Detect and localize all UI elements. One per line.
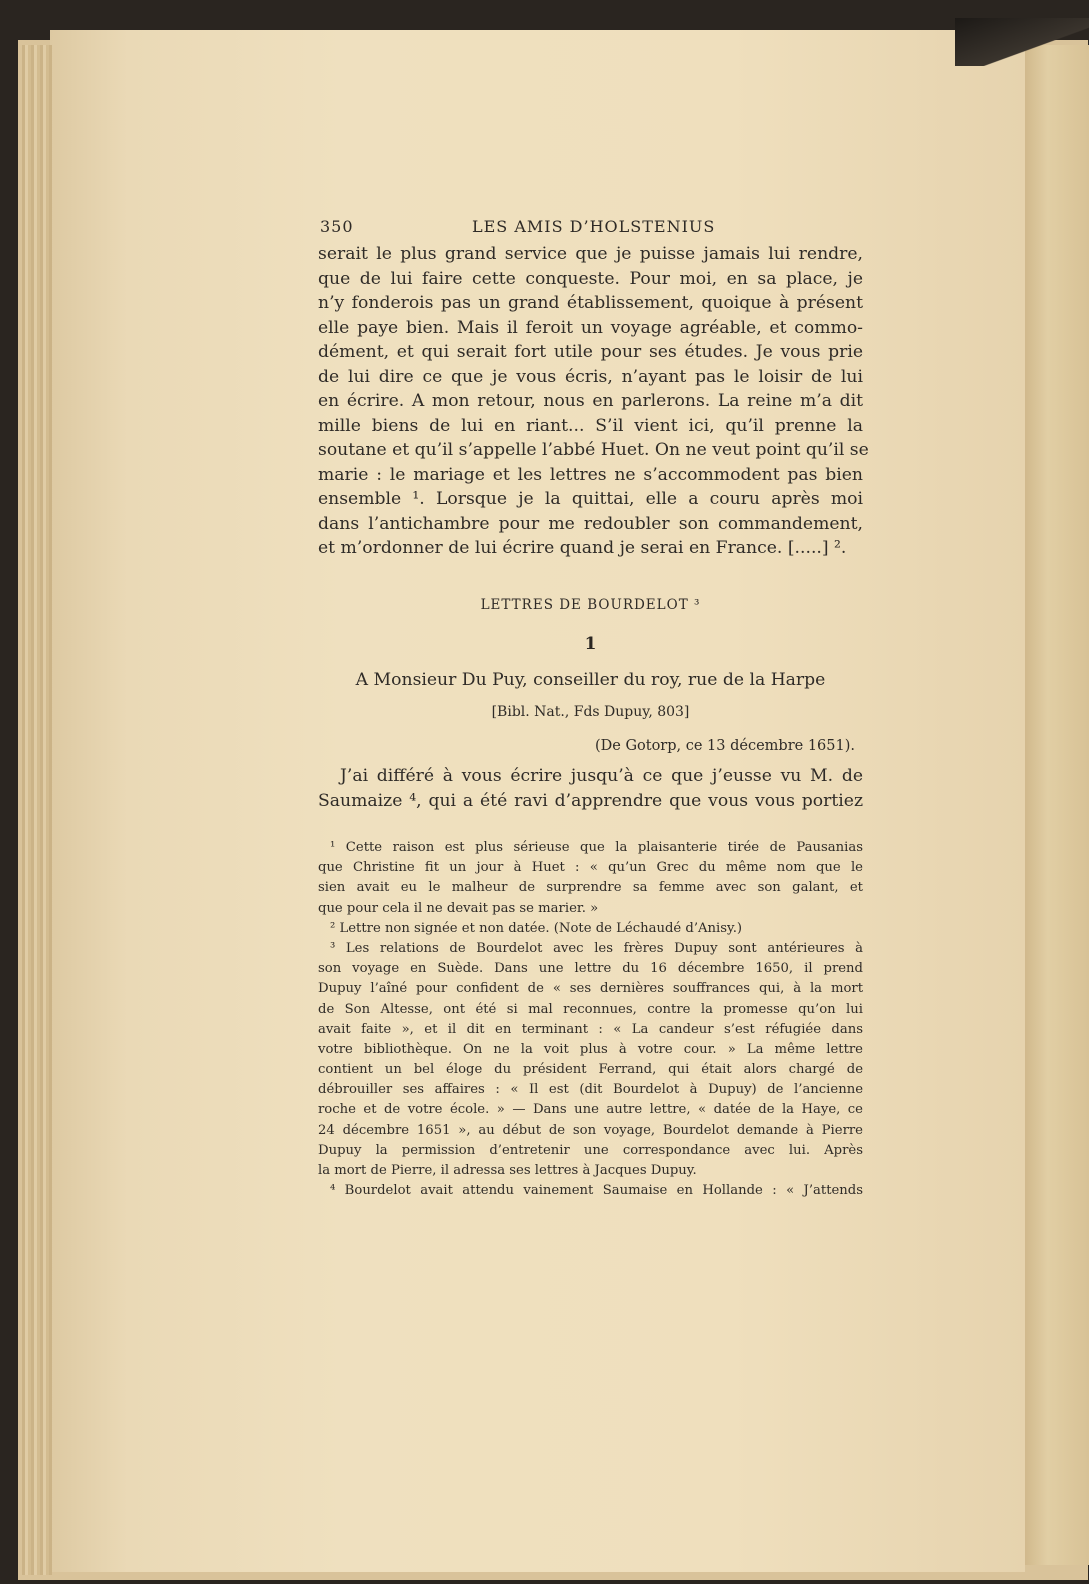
footnote-line: ² Lettre non signée et non datée. (Note de Léchaudé d’Anisy.) (330, 920, 743, 936)
page-number: 350 (320, 217, 354, 236)
footnote-line: que Christine fit un jour à Huet : « qu’un Grec du même nom que le (318, 860, 863, 876)
body-line: dans l’antichambre pour me redoubler son commandement, (318, 513, 863, 534)
footnote-line: avait faite », et il dit en terminant : « La candeur s’est réfugiée dans (318, 1021, 863, 1037)
body-line: marie : le mariage et les lettres ne s’accommodent pas bien (318, 464, 863, 485)
body-line: en écrire. A mon retour, nous en parlerons. La reine m’a dit (318, 391, 863, 411)
running-head (320, 217, 865, 239)
letter-line: Saumaize ⁴, qui a été ravi d’apprendre que vous vous portiez (318, 790, 863, 811)
footnotes (318, 838, 863, 1201)
body-line: et m’ordonner de lui écrire quand je serai en France. [.....] ². (318, 538, 847, 558)
body-line: elle paye bien. Mais il feroit un voyage agréable, et commo- (318, 317, 863, 338)
footnote-line: ⁴ Bourdelot avait attendu vainement Saumaise en Hollande : « J’attends (330, 1183, 863, 1199)
footnote-line: sien avait eu le malheur de surprendre sa femme avec son galant, et (318, 880, 863, 896)
footnote-line: ¹ Cette raison est plus sérieuse que la plaisanterie tirée de Pausanias (330, 840, 863, 855)
footnote-line: contient un bel éloge du président Ferrand, qui était alors chargé de (318, 1062, 863, 1078)
body-line: de lui dire ce que je vous écris, n’ayant pas le loisir de lui (318, 366, 863, 387)
body-line: ensemble ¹. Lorsque je la quittai, elle a couru après moi (318, 489, 863, 509)
body-text (318, 242, 869, 561)
footnote-line: votre bibliothèque. On ne la voit plus à votre cour. » La même lettre (318, 1041, 863, 1057)
letter-source: [Bibl. Nat., Fds Dupuy, 803] (491, 704, 690, 720)
letter-line: J’ai différé à vous écrire jusqu’à ce que j’eusse vu M. de (340, 766, 863, 786)
body-line: n’y fonderois pas un grand établissement, quoique à présent (318, 293, 863, 313)
footnote-line: son voyage en Suède. Dans une lettre du 16 décembre 1650, il prend (318, 961, 863, 977)
body-line: dément, et qui serait fort utile pour ses études. Je vous prie (318, 342, 863, 362)
footnote-line: de Son Altesse, ont été si mal reconnues, contre la promesse qu’on lui (318, 1001, 863, 1017)
footnote-line: Dupuy l’aîné pour confident de « ses dernières souffrances qui, à la mort (318, 981, 863, 997)
footnote-line: que pour cela il ne devait pas se marier. » (318, 900, 599, 916)
footnote-line: Dupuy la permission d’entretenir une correspondance avec lui. Après (318, 1142, 863, 1158)
footnote-line: 24 décembre 1651 », au début de son voyage, Bourdelot demande à Pierre (318, 1122, 863, 1138)
page-stack-edge (22, 45, 52, 1575)
footnote-line: la mort de Pierre, il adressa ses lettres à Jacques Dupuy. (318, 1163, 697, 1178)
letter-number: 1 (584, 634, 597, 654)
facing-page-edge (1020, 45, 1089, 1565)
section-heading: LETTRES DE BOURDELOT ³ (480, 597, 701, 613)
body-line: mille biens de lui en riant... S’il vient ici, qu’il prenne la (318, 415, 863, 436)
footnote-line: débrouiller ses affaires : « Il est (dit Bourdelot à Dupuy) de l’ancienne (318, 1082, 863, 1098)
letter-text (318, 764, 863, 813)
footnote-line: roche et de votre école. » — Dans une autre lettre, « datée de la Haye, ce (318, 1102, 863, 1118)
footnote-line: ³ Les relations de Bourdelot avec les frères Dupuy sont antérieures à (330, 940, 863, 956)
body-line: serait le plus grand service que je puisse jamais lui rendre, (318, 244, 863, 264)
letter-dateline: (De Gotorp, ce 13 décembre 1651). (594, 738, 855, 754)
torn-corner (955, 18, 1089, 66)
body-line: soutane et qu’il s’appelle l’abbé Huet. On ne veut point qu’il se (318, 440, 869, 460)
letter-address: A Monsieur Du Puy, conseiller du roy, rue de la Harpe (355, 670, 826, 690)
running-title: LES AMIS D’HOLSTENIUS (472, 217, 716, 236)
body-line: que de lui faire cette conqueste. Pour moi, en sa place, je (318, 268, 863, 289)
